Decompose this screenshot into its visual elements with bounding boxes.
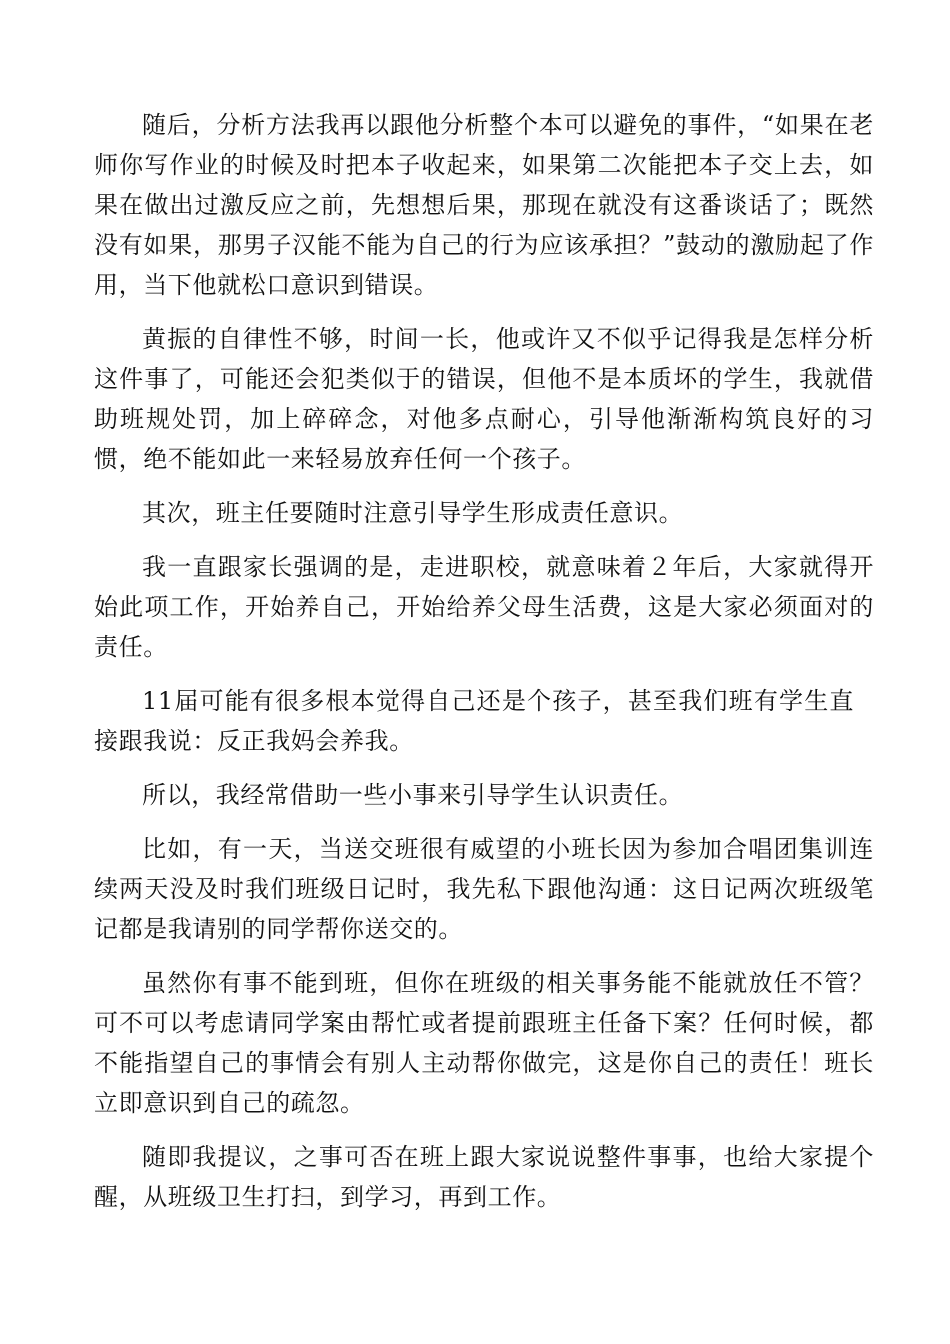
- paragraph: 其次，班主任要随时注意引导学生形成责任意识。: [142, 499, 684, 527]
- paragraph: 11届可能有很多根本觉得自己还是个孩子，甚至我们班有学生直接跟我说：反正我妈会养我。: [94, 687, 854, 755]
- paragraph: 随即我提议，之事可否在班上跟大家说说整件事事，也给大家提个醒，从班级卫生打扫，到学习，再到工作。: [94, 1143, 874, 1211]
- document-body: [94, 105, 874, 1231]
- paragraph: 黄振的自律性不够，时间一长，他或许又不似乎记得我是怎样分析这件事了，可能还会犯类似于的错误，但他不是本质坏的学生，我就借助班规处罚，加上碎碎念，对他多点耐心，引导他渐渐构筑良好的习惯，绝不能如此一来轻易放弃任何一个孩子。: [94, 325, 874, 473]
- paragraph: 虽然你有事不能到班，但你在班级的相关事务能不能就放任不管？可不可以考虑请同学案由帮忙或者提前跟班主任备下案？任何时候，都不能指望自己的事情会有别人主动帮你做完，这是你自己的责任！班长立即意识到自己的疏忽。: [94, 969, 874, 1117]
- paragraph: 比如，有一天，当送交班很有威望的小班长因为参加合唱团集训连续两天没及时我们班级日记时，我先私下跟他沟通：这日记两次班级笔记都是我请别的同学帮你送交的。: [94, 835, 874, 943]
- paragraph: 随后，分析方法我再以跟他分析整个本可以避免的事件，“如果在老师你写作业的时候及时把本子收起来，如果第二次能把本子交上去，如果在做出过激反应之前，先想想后果，那现在就没有这番谈话了；既然没有如果，那男子汉能不能为自己的行为应该承担？”鼓动的激励起了作用，当下他就松口意识到错误。: [94, 111, 874, 299]
- paragraph: 我一直跟家长强调的是，走进职校，就意味着２年后，大家就得开始此项工作，开始养自己，开始给养父母生活费，这是大家必须面对的责任。: [94, 553, 874, 661]
- paragraph: 所以，我经常借助一些小事来引导学生认识责任。: [142, 781, 684, 809]
